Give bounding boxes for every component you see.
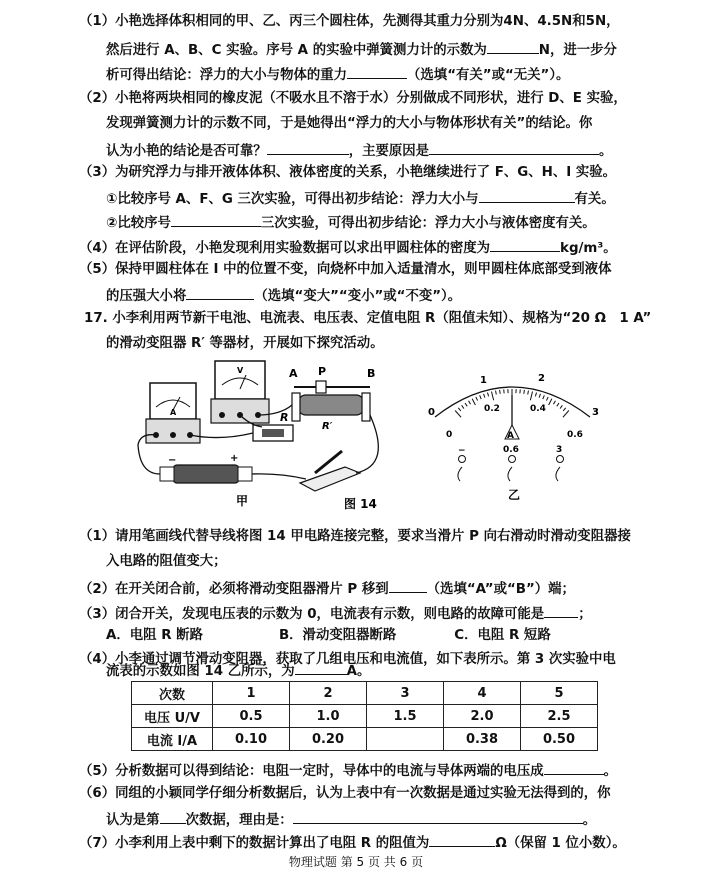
dial-tick xyxy=(469,401,471,404)
q16-part2-reason-blank[interactable] xyxy=(429,140,599,155)
dial-tick xyxy=(528,391,529,395)
label-jia: 甲 xyxy=(236,494,249,508)
svg-text:2: 2 xyxy=(538,373,545,384)
svg-text:0: 0 xyxy=(446,430,453,440)
dial-tick xyxy=(480,395,482,399)
q16-part3-line2: ①比较序号 A、F、G 三次实验，可得出初步结论：浮力大小与 有关。 xyxy=(106,188,615,209)
option-a[interactable]: A．电阻 R 断路 xyxy=(106,628,203,643)
q17-sub2-line: （2）在开关闭合前，必须将滑动变阻器滑片 P 移到 （选填“A”或“B”）端； xyxy=(79,578,575,599)
svg-text:0: 0 xyxy=(428,407,435,418)
q16-part1-line1: （1）小艳选择体积相同的甲、乙、丙三个圆柱体，先测得其重力分别为4N、4.5N和5N， xyxy=(79,14,620,29)
svg-text:A: A xyxy=(289,367,298,380)
q16-part1-line2: 然后进行 A、B、C 实验。序号 A 的实验中弹簧测力计的示数为 N，进一步分 xyxy=(106,39,617,60)
svg-text:B: B xyxy=(367,367,376,380)
svg-text:1: 1 xyxy=(480,375,487,386)
current-3-cell[interactable] xyxy=(367,728,444,751)
table-row: 次数 1 2 3 4 5 xyxy=(132,682,598,705)
q16-part3-line3: ②比较序号 三次实验，可得出初步结论：浮力大小与液体密度有关。 xyxy=(106,212,596,233)
svg-text:R′: R′ xyxy=(322,421,333,432)
q17-sub7-blank[interactable] xyxy=(429,832,495,847)
data-table xyxy=(131,681,598,751)
dial-tick xyxy=(557,403,559,406)
q17-intro-line1: 17. 小李利用两节新干电池、电流表、电压表、定值电阻 R（阻值未知）、规格为“20 Ω 1 A” xyxy=(84,311,652,326)
q16-part3-line1: （3）为研究浮力与排开液体体积、液体密度的关系，小艳继续进行了 F、G、H、I 实验。 xyxy=(79,165,617,180)
figure-caption: 图 14 xyxy=(344,497,377,511)
dial-tick xyxy=(458,408,460,411)
label-yi: 乙 xyxy=(508,488,521,502)
dial-tick xyxy=(455,410,461,417)
dial-tick xyxy=(546,397,548,401)
dial-tick xyxy=(484,394,485,398)
q17-sub1-line2: 入电路的阻值变大； xyxy=(106,554,227,569)
q17-sub4-line2: 流表的示数如图 14 乙所示，为 A。 xyxy=(106,660,370,681)
battery xyxy=(160,453,252,483)
resistor-r-label: R xyxy=(280,411,289,424)
q16-part1-relation-blank[interactable] xyxy=(347,64,407,79)
svg-text:3: 3 xyxy=(556,445,563,455)
q16-part1-reading-blank[interactable] xyxy=(487,39,539,54)
dial-tick xyxy=(500,390,501,394)
table-row: 电压 U/V 0.5 1.0 1.5 2.0 2.5 xyxy=(132,705,598,728)
dial-tick xyxy=(549,399,552,405)
dial-tick xyxy=(496,391,497,395)
option-c[interactable]: C．电阻 R 短路 xyxy=(454,628,551,643)
page-footer: 物理试题 第 5 页 共 6 页 xyxy=(288,855,424,869)
svg-text:3: 3 xyxy=(592,407,599,418)
svg-text:−: − xyxy=(458,446,466,456)
q16-part5-pressure-blank[interactable] xyxy=(186,285,254,300)
q17-sub1-line1: （1）请用笔画线代替导线将图 14 甲电路连接完整，要求当滑片 P 向右滑动时滑动变阻器接 xyxy=(79,529,631,544)
dial-tick xyxy=(524,390,525,394)
svg-text:0.4: 0.4 xyxy=(530,404,546,414)
svg-text:P: P xyxy=(318,365,327,378)
q16-part2-line2: 发现弹簧测力计的示数不同，于是她得出“浮力的大小与物体形状有关”的结论。你 xyxy=(106,116,593,131)
dial-tick xyxy=(563,410,569,417)
dial-tick xyxy=(543,395,545,399)
dial-tick xyxy=(491,391,493,400)
q17-sub5-blank[interactable] xyxy=(544,760,604,775)
q16-part2-reliable-blank[interactable] xyxy=(267,140,349,155)
dial-tick xyxy=(472,399,475,405)
svg-text:−: − xyxy=(168,455,177,466)
rheostat xyxy=(289,365,375,432)
q16-part1-line3: 析可得出结论：浮力的大小与物体的重力 （选填“有关”或“无关”）。 xyxy=(106,64,569,85)
svg-text:0.6: 0.6 xyxy=(503,445,519,455)
ammeter-dial xyxy=(428,373,599,502)
dial-tick xyxy=(535,393,536,397)
q16-part4-line: （4）在评估阶段，小艳发现利用实验数据可以求出甲圆柱体的密度为 kg/m³。 xyxy=(79,237,617,258)
dial-tick xyxy=(539,394,540,398)
dial-tick xyxy=(476,397,478,401)
q16-part4-density-blank[interactable] xyxy=(490,237,560,252)
switch xyxy=(300,451,360,491)
svg-text:0.6: 0.6 xyxy=(567,430,583,440)
dial-tick xyxy=(563,408,565,411)
voltmeter-letter: V xyxy=(237,366,244,375)
q17-sub3-line: （3）闭合开关，发现电压表的示数为 0，电流表有示数，则电路的故障可能是 ； xyxy=(79,603,592,624)
voltmeter xyxy=(211,361,269,423)
dial-tick xyxy=(462,405,464,408)
q17-sub6-line2: 认为是第 次数据，理由是： 。 xyxy=(106,809,596,830)
q17-sub3-blank[interactable] xyxy=(544,603,578,618)
q16-part3-sequence-blank[interactable] xyxy=(171,212,261,227)
dial-tick xyxy=(530,391,532,400)
svg-text:+: + xyxy=(230,453,239,464)
q17-sub7-line: （7）小李利用上表中剩下的数据计算出了电阻 R 的阻值为 Ω（保留 1 位小数）。 xyxy=(79,832,626,853)
q17-sub6-reason-blank[interactable] xyxy=(293,809,583,824)
q16-part3-factor-blank[interactable] xyxy=(479,188,575,203)
dial-tick xyxy=(560,405,562,408)
q17-sub3-options xyxy=(106,627,551,645)
dial-tick xyxy=(465,403,467,406)
svg-text:A: A xyxy=(507,431,514,441)
ammeter xyxy=(146,383,200,443)
q17-sub4-blank[interactable] xyxy=(295,660,347,675)
q17-sub2-blank[interactable] xyxy=(389,578,427,593)
option-b[interactable]: B．滑动变阻器断路 xyxy=(278,628,397,643)
q16-part2-line1: （2）小艳将两块相同的橡皮泥（不吸水且不溶于水）分别做成不同形状，进行 D、E 实验， xyxy=(79,91,627,106)
q17-sub6-number-blank[interactable] xyxy=(160,809,186,824)
dial-tick xyxy=(553,401,555,404)
table-row: 电流 I/A 0.10 0.20 0.38 0.50 xyxy=(132,728,598,751)
q16-part5-line1: （5）保持甲圆柱体在 I 中的位置不变，向烧杯中加入适量清水，则甲圆柱体底部受到液体 xyxy=(79,262,612,277)
dial-tick xyxy=(487,393,488,397)
q17-sub4-line1: （4）小李通过调节滑动变阻器，获取了几组电压和电流值，如下表所示。第 3 次实验中电 xyxy=(79,652,616,667)
q16-part2-line3: 认为小艳的结论是否可靠？ ，主要原因是 。 xyxy=(106,140,612,161)
q17-sub5-line: （5）分析数据可以得到结论：电阻一定时，导体中的电流与导体两端的电压成 。 xyxy=(79,760,617,781)
q17-intro-line2: 的滑动变阻器 R′ 等器材，开展如下探究活动。 xyxy=(106,336,384,351)
ammeter-letter: A xyxy=(170,408,177,417)
figure-14 xyxy=(0,355,712,515)
svg-text:0.2: 0.2 xyxy=(484,404,500,414)
q17-sub6-line1: （6）同组的小颖同学仔细分析数据后，认为上表中有一次数据是通过实验无法得到的，你 xyxy=(79,786,611,801)
q16-part5-line2: 的压强大小将 （选填“变大”“变小”或“不变”）。 xyxy=(106,285,461,306)
